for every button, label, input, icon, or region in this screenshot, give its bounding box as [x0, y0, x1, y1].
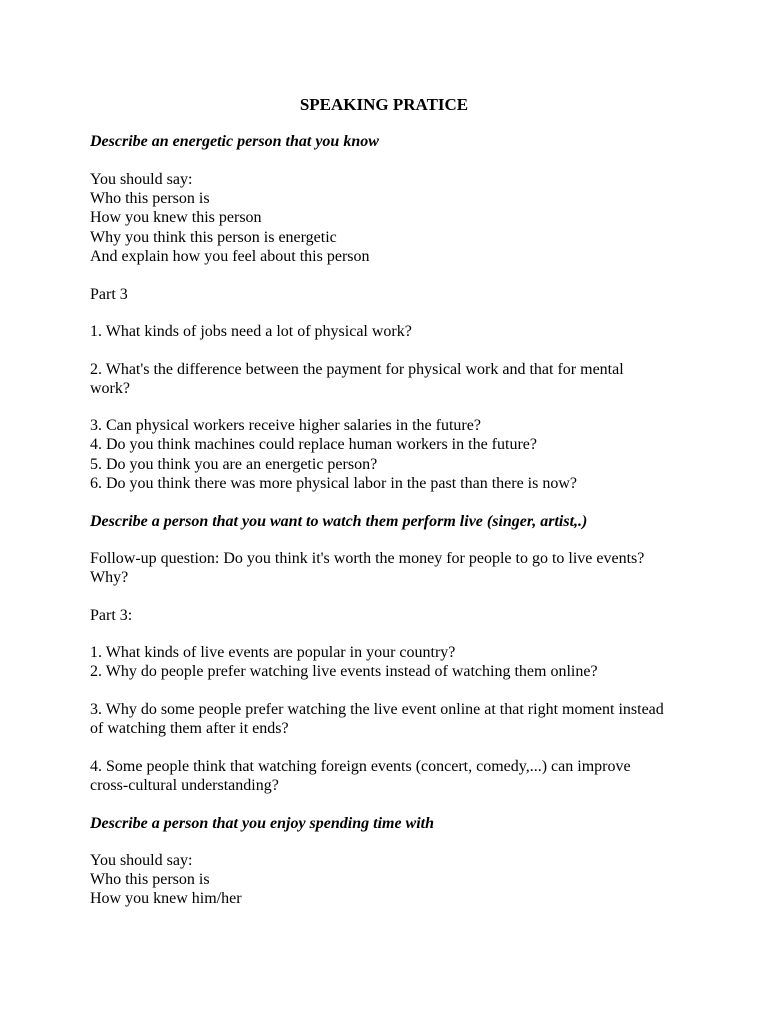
section1-prompt-line: How you knew this person — [90, 209, 262, 226]
section1-question-continuation: work? — [90, 380, 130, 397]
section2-followup-continuation: Why? — [90, 569, 129, 586]
section1-question: 6. Do you think there was more physical labor in the past than there is now? — [90, 475, 577, 492]
section2-part-label: Part 3: — [90, 607, 133, 624]
section2-question: 4. Some people think that watching foreign events (concert, comedy,...) can improve — [90, 758, 631, 775]
section1-part-label: Part 3 — [90, 286, 128, 303]
section3-heading: Describe a person that you enjoy spending time with — [90, 815, 435, 832]
section2-question-continuation: of watching them after it ends? — [90, 720, 289, 737]
section2-question-continuation: cross-cultural understanding? — [90, 777, 279, 794]
section1-question: 1. What kinds of jobs need a lot of physical work? — [90, 323, 412, 340]
section1-question: 2. What's the difference between the payment for physical work and that for mental — [90, 361, 624, 378]
section3-prompt-line: You should say: — [90, 852, 193, 869]
section3-prompt-line: Who this person is — [90, 871, 210, 888]
section2-followup: Follow-up question: Do you think it's worth the money for people to go to live events? — [90, 550, 645, 567]
section2-question: 3. Why do some people prefer watching the live event online at that right moment instead — [90, 701, 664, 718]
section1-question: 5. Do you think you are an energetic person? — [90, 456, 378, 473]
section1-prompt-line: Why you think this person is energetic — [90, 229, 337, 246]
section1-prompt-line: And explain how you feel about this person — [90, 248, 370, 265]
section1-prompt-line: Who this person is — [90, 190, 210, 207]
section2-heading: Describe a person that you want to watch them perform live (singer, artist,.) — [90, 513, 588, 530]
page-title: SPEAKING PRATICE — [299, 95, 469, 114]
section1-question: 3. Can physical workers receive higher salaries in the future? — [90, 417, 481, 434]
section2-question: 1. What kinds of live events are popular in your country? — [90, 644, 456, 661]
section1-question: 4. Do you think machines could replace human workers in the future? — [90, 436, 537, 453]
section2-question: 2. Why do people prefer watching live events instead of watching them online? — [90, 663, 598, 680]
section1-heading: Describe an energetic person that you know — [90, 133, 379, 150]
section1-prompt-line: You should say: — [90, 171, 193, 188]
section3-prompt-line: How you knew him/her — [90, 890, 242, 907]
